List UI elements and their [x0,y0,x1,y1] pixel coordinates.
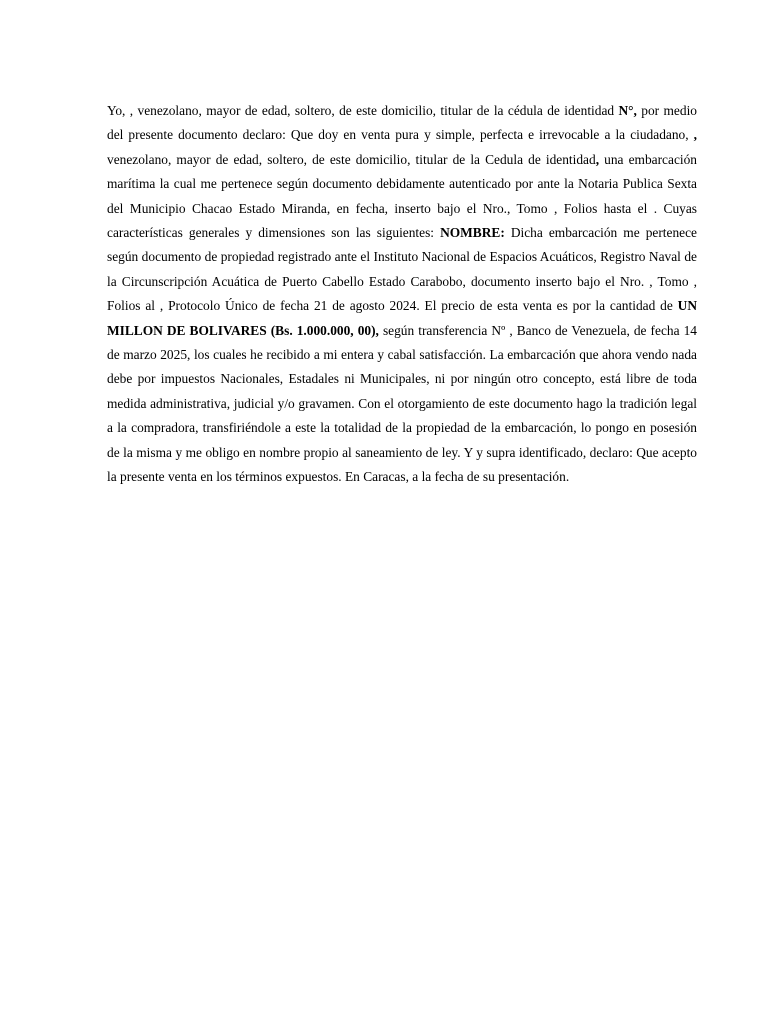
bold-text-segment: , [595,151,600,167]
text-segment: según transferencia Nº , Banco de Venezuela, de fecha 14 de marzo 2025, los cuales he recibido a mi entera y cabal satisfacción. La embarcación que ahora vendo nada debe por impuestos Nacionales, Estadales ni Municipales, ni por ningún otro concepto, está libre de toda medida administrativa, judicial y/o gravamen. Con el otorgamiento de este documento hago la tradición legal a la compradora, transfiriéndole a este la totalidad de la propiedad de la embarcación, lo pongo en posesión de la misma y me obligo en nombre propio al saneamiento de ley. Y y supra identificado, declaro: Que acepto la presente venta en los términos expuestos. En Caracas, a la fecha de su presentación. [107,322,697,485]
bold-text-segment: N°, [618,103,637,118]
bold-text-segment: , [693,127,697,143]
text-segment: una embarcación marítima la cual me pertenece según documento debidamente autenticado por ante la Notaria Publica Sexta del Municipio Chacao Estado Miranda, en fecha, inserto bajo el Nro., Tomo , Folios hasta el . Cuyas características generales y dimensiones son las siguientes: [107,151,697,241]
text-segment: Yo, , venezolano, mayor de edad, soltero, de este domicilio, titular de la cédula de identidad [107,103,619,118]
text-segment: Dicha embarcación me pertenece según documento de propiedad registrado ante el Instituto Nacional de Espacios Acuáticos, Registro Naval de la Circunscripción Acuática de Puerto Cabello Estado Carabobo, documento inserto bajo el Nro. , Tomo , Folios al , Protocolo Único de fecha 21 de agosto 2024. El precio de esta venta es por la cantidad de [107,225,697,314]
sale-declaration-paragraph [107,99,697,490]
text-segment: venezolano, mayor de edad, soltero, de este domicilio, titular de la Cedula de identidad [107,151,596,167]
text-segment: por medio del presente documento declaro: Que doy en venta pura y simple, perfecta e irrevocable a la ciudadano, [107,103,697,143]
document-body [107,99,697,490]
vessel-name-label: NOMBRE: [440,225,505,241]
sale-price-amount: UN MILLON DE BOLIVARES (Bs. 1.000.000, 00), [107,298,697,338]
